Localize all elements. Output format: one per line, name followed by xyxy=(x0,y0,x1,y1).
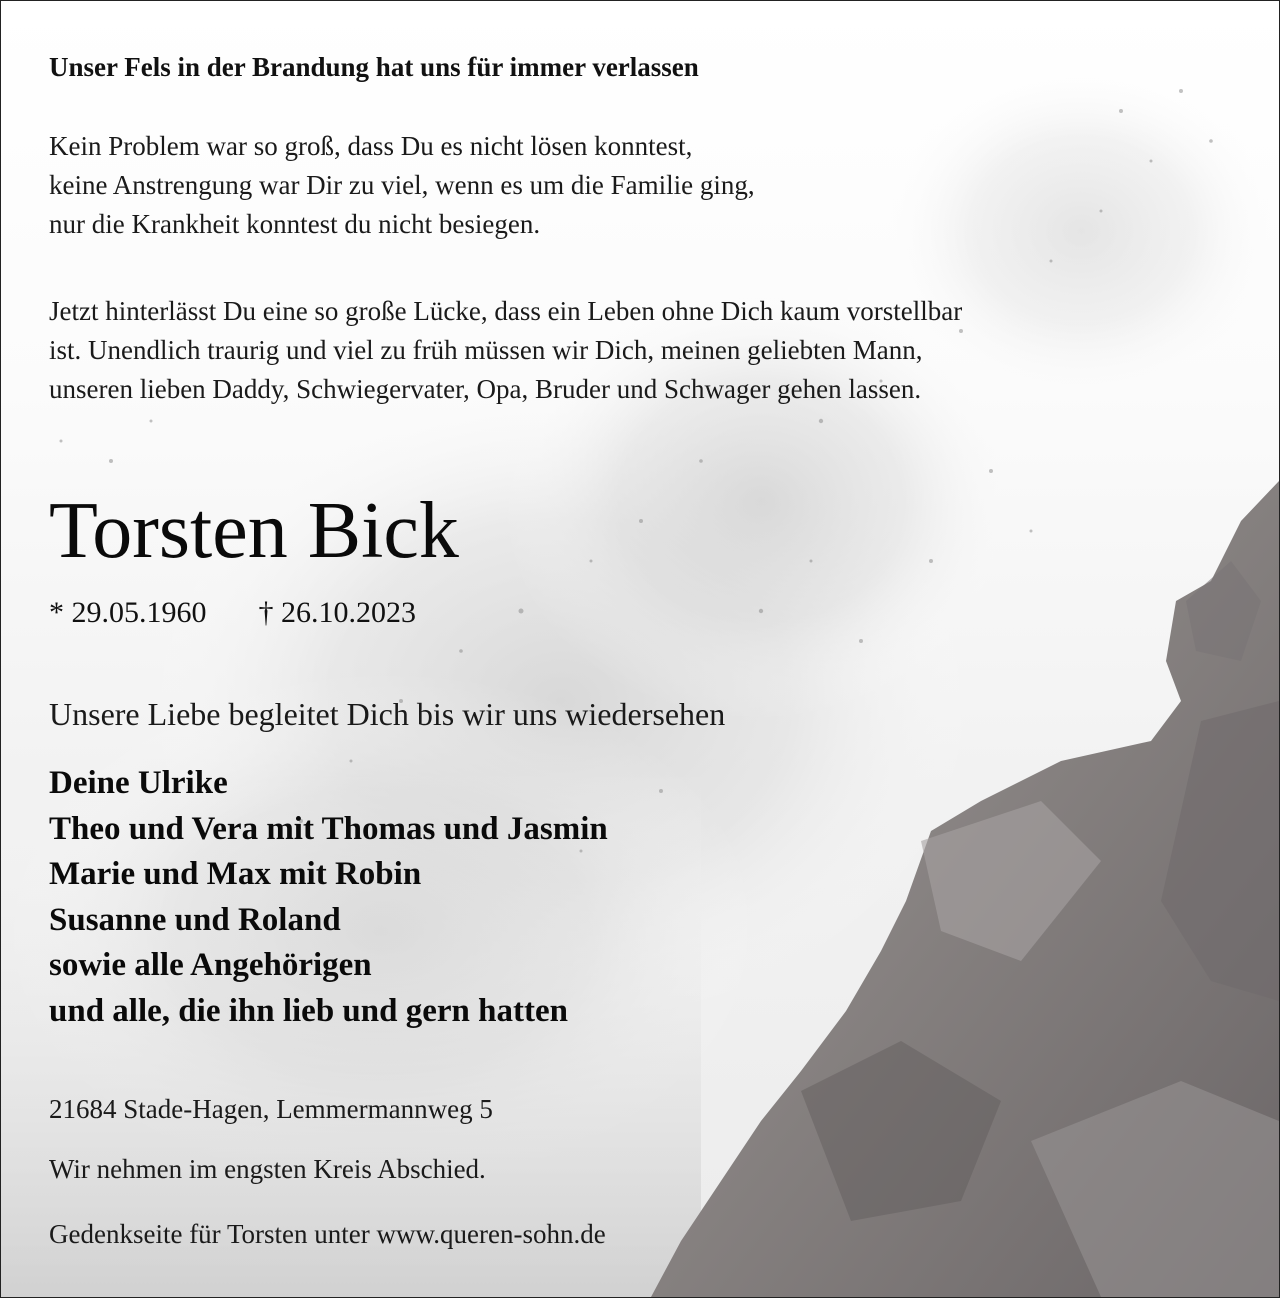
intro-line: nur die Krankheit konntest du nicht besiegen. xyxy=(49,209,541,239)
intro-line: keine Anstrengung war Dir zu viel, wenn es um die Familie ging, xyxy=(49,170,755,200)
farewell-note: Wir nehmen im engsten Kreis Abschied. xyxy=(49,1154,486,1184)
deceased-name: Torsten Bick xyxy=(49,487,459,575)
body-paragraph xyxy=(49,292,962,409)
birth-date: * 29.05.1960 xyxy=(49,596,207,629)
headline: Unser Fels in der Brandung hat uns für immer verlassen xyxy=(49,52,699,82)
intro-line: Kein Problem war so groß, dass Du es nicht lösen konntest, xyxy=(49,131,693,161)
mourner-line: sowie alle Angehörigen xyxy=(49,947,372,983)
body-line: ist. Unendlich traurig und viel zu früh müssen wir Dich, meinen geliebten Mann, xyxy=(49,335,923,365)
death-date: † 26.10.2023 xyxy=(258,596,416,629)
mourner-line: Marie und Max mit Robin xyxy=(49,856,422,892)
mourner-line: Deine Ulrike xyxy=(49,765,228,801)
mourner-line: Theo und Vera mit Thomas und Jasmin xyxy=(49,810,608,847)
mourners-list xyxy=(49,761,608,1034)
mourner-line: und alle, die ihn lieb und gern hatten xyxy=(49,992,568,1029)
intro-paragraph xyxy=(49,127,755,244)
life-dates xyxy=(49,593,416,633)
body-line: unseren lieben Daddy, Schwiegervater, Opa, Bruder und Schwager gehen lassen. xyxy=(49,374,922,404)
motto: Unsere Liebe begleitet Dich bis wir uns wiedersehen xyxy=(49,696,726,732)
address: 21684 Stade-Hagen, Lemmermannweg 5 xyxy=(49,1094,493,1124)
memorial-page-note: Gedenkseite für Torsten unter www.queren-sohn.de xyxy=(49,1219,606,1249)
body-line: Jetzt hinterlässt Du eine so große Lücke, dass ein Leben ohne Dich kaum vorstellbar xyxy=(49,296,963,326)
mourner-line: Susanne und Roland xyxy=(49,901,341,938)
